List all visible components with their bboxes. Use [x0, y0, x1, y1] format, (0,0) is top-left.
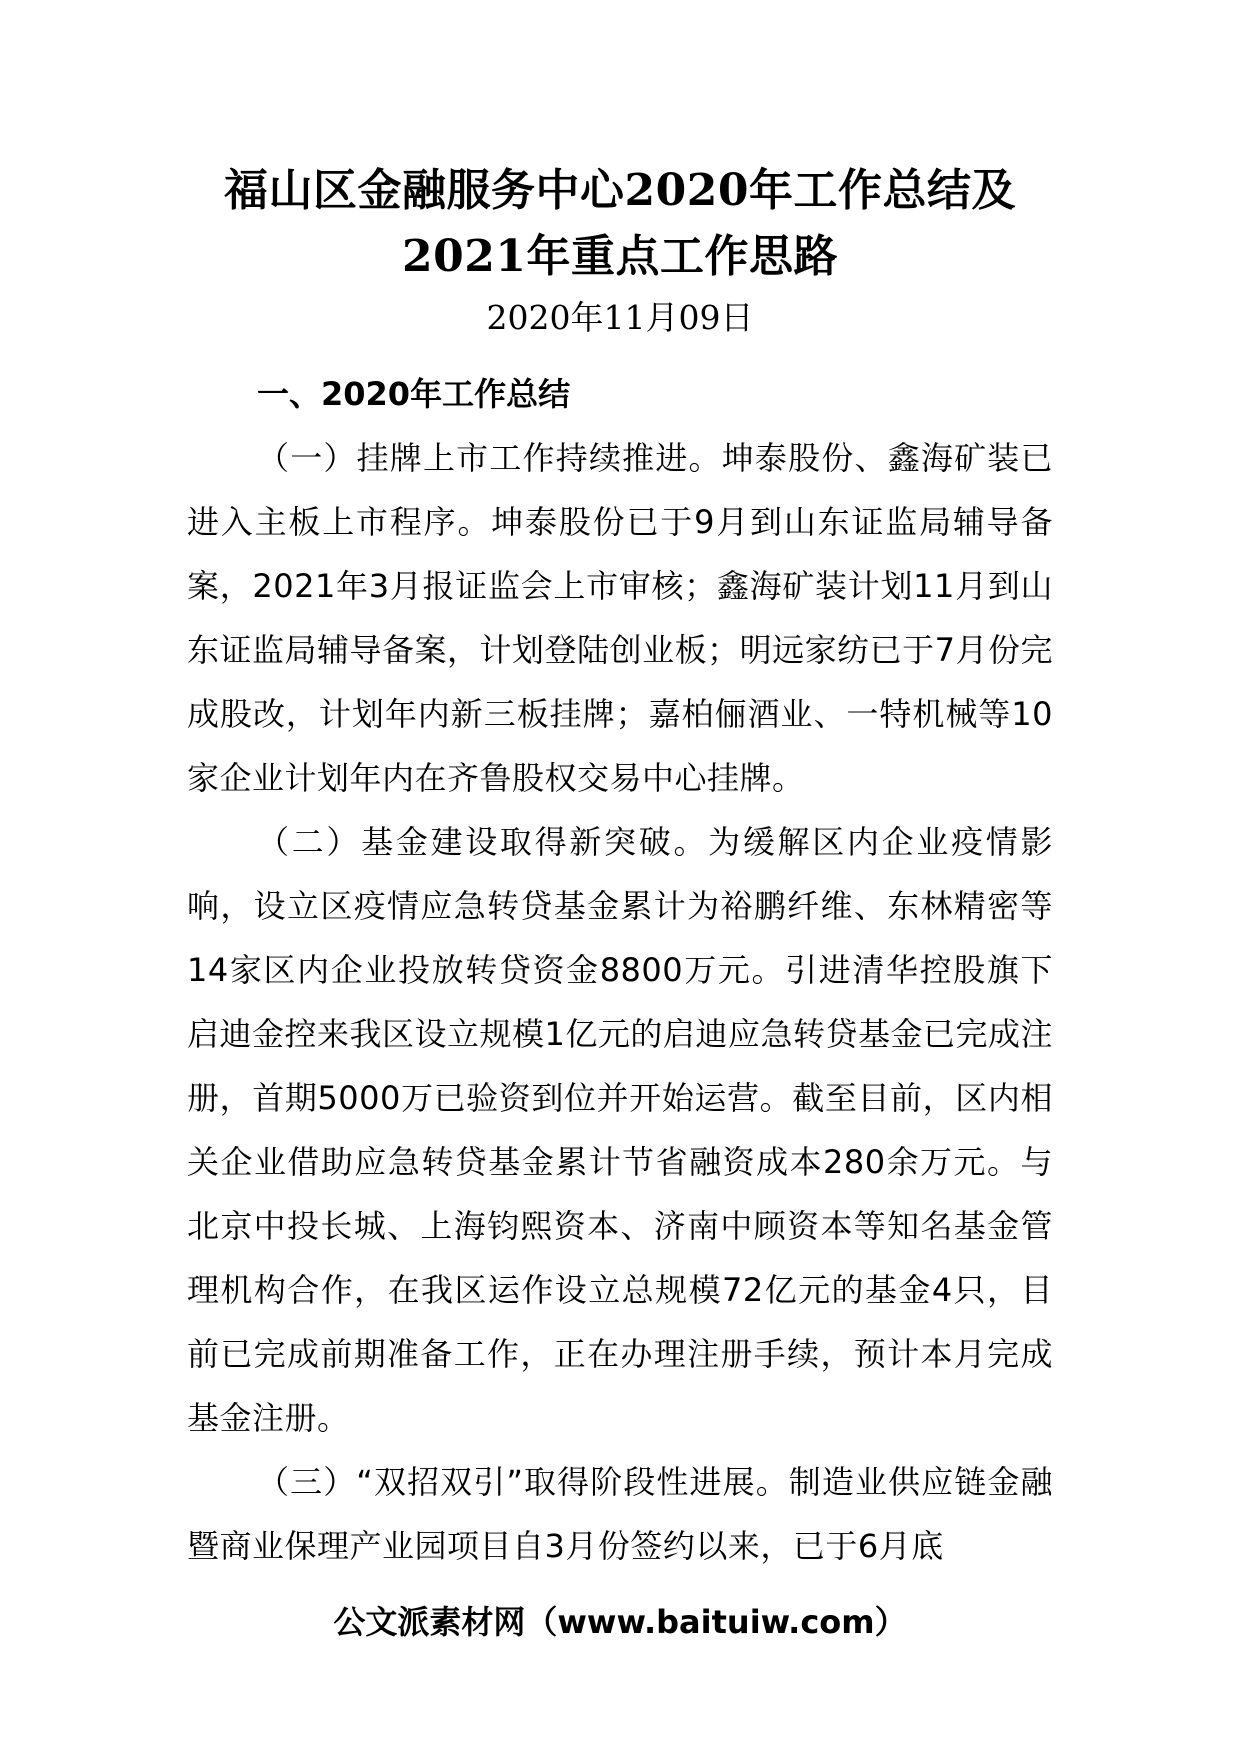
title-line-1: 福山区金融服务中心2020年工作总结及: [224, 165, 1016, 216]
document-body: [187, 362, 1053, 1578]
paragraph-3: （三）“双招双引”取得阶段性进展。制造业供应链金融暨商业保理产业园项目自3月份签约以来，已于6月底: [187, 1463, 1053, 1565]
section-heading: 一、2020年工作总结: [257, 375, 571, 413]
document-date: 2020年11月09日: [486, 298, 754, 337]
footer-watermark-text: 公文派素材网（www.baituiw.com）: [333, 1603, 907, 1641]
paragraph-2: （二）基金建设取得新突破。为缓解区内企业疫情影响，设立区疫情应急转贷基金累计为裕鹏纤维、东林精密等14家区内企业投放转贷资金8800万元。引进清华控股旗下启迪金控来我区设立规模1亿元的启迪应急转贷基金已完成注册，首期5000万已验资到位并开始运营。截至目前，区内相关企业借助应急转贷基金累计节省融资成本280余万元。与北京中投长城、上海钧熙资本、济南中顾资本等知名基金管理机构合作，在我区运作设立总规模72亿元的基金4只，目前已完成前期准备工作，正在办理注册手续，预计本月完成基金注册。: [187, 823, 1053, 1437]
document-title: [140, 158, 1100, 290]
title-line-2: 2021年重点工作思路: [402, 231, 838, 282]
paragraph-1: （一）挂牌上市工作持续推进。坤泰股份、鑫海矿装已进入主板上市程序。坤泰股份已于9月到山东证监局辅导备案，2021年3月报证监会上市审核；鑫海矿装计划11月到山东证监局辅导备案，计划登陆创业板；明远家纺已于7月份完成股改，计划年内新三板挂牌；嘉柏俪酒业、一特机械等10家企业计划年内在齐鲁股权交易中心挂牌。: [187, 439, 1053, 797]
